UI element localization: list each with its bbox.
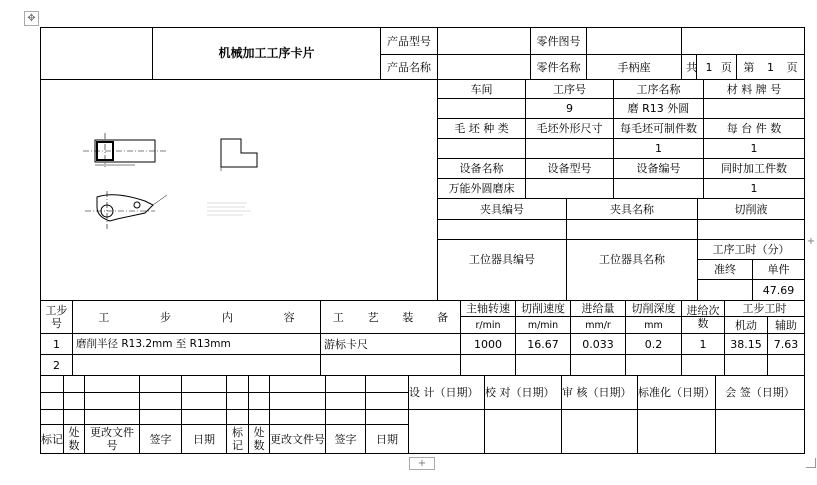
revision-count-label: 处数: [253, 426, 265, 452]
revision-count-label: 处数: [68, 426, 80, 452]
unit-time-label: 单件: [767, 263, 790, 276]
parts-per-blank-value: 1: [655, 142, 662, 155]
add-row-button[interactable]: +: [409, 457, 435, 470]
signature-label: 签字: [334, 432, 357, 446]
change-doc-label: 更改文件号: [270, 432, 325, 446]
revision-mark-label: 标记: [41, 432, 63, 446]
step-1-depth: 0.2: [644, 337, 663, 351]
parts-per-machine-label: 每 台 件 数: [726, 122, 782, 135]
material-label: 材 料 牌 号: [726, 82, 782, 96]
step-content-char: 容: [283, 310, 295, 324]
fixture-name-label: 夹具名称: [610, 202, 654, 216]
signature-label: 签字: [149, 432, 172, 446]
part-name-label: 零件名称: [536, 60, 581, 74]
cutting-speed-unit: m/min: [527, 319, 559, 331]
blank-type-label: 毛 坯 种 类: [454, 122, 509, 135]
simultaneous-value: 1: [750, 182, 758, 195]
resize-handle-icon[interactable]: [806, 458, 816, 468]
feed-header: 进给量: [581, 302, 615, 315]
add-column-button[interactable]: +: [806, 235, 816, 247]
unit-time-value: 47.69: [762, 283, 795, 297]
equipment-name-value: 万能外圆磨床: [448, 182, 515, 195]
station-tool-name-label: 工位器具名称: [599, 253, 665, 266]
passes-header: 进给次数: [686, 304, 720, 330]
standardization-signoff: 标准化（日期）: [638, 386, 715, 399]
countersign-signoff: 会 签（日期）: [725, 386, 795, 399]
parts-per-blank-label: 每毛坯可制件数: [620, 122, 697, 135]
total-pages: [682, 55, 736, 79]
step-1-feed: 0.033: [582, 337, 614, 351]
step-1-no: 1: [53, 337, 60, 351]
equipment-header: [321, 301, 460, 333]
page-number: [737, 55, 804, 79]
review-signoff: 校 对（日期）: [485, 386, 555, 399]
equipment-name-label: 设备名称: [459, 162, 504, 175]
total-label: 共: [686, 60, 698, 74]
step-1-machine-time: 38.15: [730, 337, 762, 351]
product-model-label: 产品型号: [387, 34, 431, 48]
page-label: 第: [743, 60, 755, 74]
step-1-equipment: 游标卡尺: [324, 337, 368, 351]
design-signoff: 设 计（日期）: [409, 386, 479, 399]
step-content-header: [73, 301, 320, 333]
equipment-char: 艺: [367, 310, 379, 324]
part-name-value: 手柄座: [617, 60, 651, 74]
page-unit: 页: [786, 60, 798, 74]
card-title: 机械加工工序卡片: [218, 46, 315, 60]
date-label: 日期: [376, 432, 398, 446]
step-no-header: 工步号: [45, 304, 68, 330]
equipment-no-label: 设备编号: [636, 162, 681, 175]
simultaneous-label: 同时加工件数: [721, 162, 787, 175]
equipment-char: 备: [437, 310, 449, 324]
revision-mark-label: 标记: [232, 426, 243, 452]
change-doc-label: 更改文件号: [90, 426, 134, 452]
step-1-cutting-speed: 16.67: [527, 337, 559, 351]
machine-time-header: 机动: [735, 318, 757, 332]
product-name-label: 产品名称: [387, 60, 431, 74]
step-2-no: 2: [53, 358, 60, 372]
step-1-passes: 1: [699, 337, 707, 351]
feed-unit: mm/r: [585, 319, 611, 331]
blank-size-label: 毛坯外形尺寸: [536, 122, 603, 135]
part-sketch: [75, 125, 275, 255]
process-no-label: 工序号: [553, 82, 586, 96]
step-content-char: 内: [221, 310, 233, 324]
spindle-speed-header: 主轴转速: [466, 302, 510, 315]
step-content-char: 工: [98, 310, 110, 324]
process-name-value: 磨 R13 外圆: [627, 102, 690, 115]
aux-time-header: 辅助: [775, 318, 797, 332]
step-1-aux-time: 7.63: [773, 337, 799, 351]
audit-signoff: 审 核（日期）: [562, 386, 632, 399]
part-drawing-no-label: 零件图号: [536, 34, 581, 48]
fixture-no-label: 夹具编号: [480, 202, 524, 216]
depth-header: 切削深度: [631, 302, 676, 315]
page-number-value: 1: [766, 60, 774, 74]
total-pages-value: 1: [705, 60, 713, 74]
cutting-speed-header: 切削速度: [521, 302, 565, 315]
depth-unit: mm: [644, 319, 663, 331]
page-unit: 页: [720, 60, 732, 74]
equipment-char: 工: [332, 310, 344, 324]
spindle-speed-unit: r/min: [475, 319, 501, 331]
step-1-speed: 1000: [474, 337, 502, 351]
table-move-handle[interactable]: ✥: [24, 11, 39, 26]
workshop-label: 车间: [470, 82, 493, 96]
step-1-content: 磨削半径 R13.2mm 至 R13mm: [76, 337, 231, 350]
equipment-model-label: 设备型号: [547, 162, 592, 175]
process-name-label: 工序名称: [636, 82, 681, 96]
parts-per-machine-value: 1: [750, 142, 758, 155]
step-time-header: 工步工时: [742, 302, 787, 315]
station-tool-no-label: 工位器具编号: [469, 253, 535, 266]
process-time-label: 工序工时（分）: [712, 243, 790, 256]
coolant-label: 切削液: [734, 202, 768, 216]
date-label: 日期: [193, 432, 215, 446]
equipment-char: 装: [402, 310, 414, 324]
step-content-char: 步: [160, 310, 172, 324]
final-time-label: 准终: [714, 263, 736, 276]
process-no-value: 9: [566, 102, 573, 115]
